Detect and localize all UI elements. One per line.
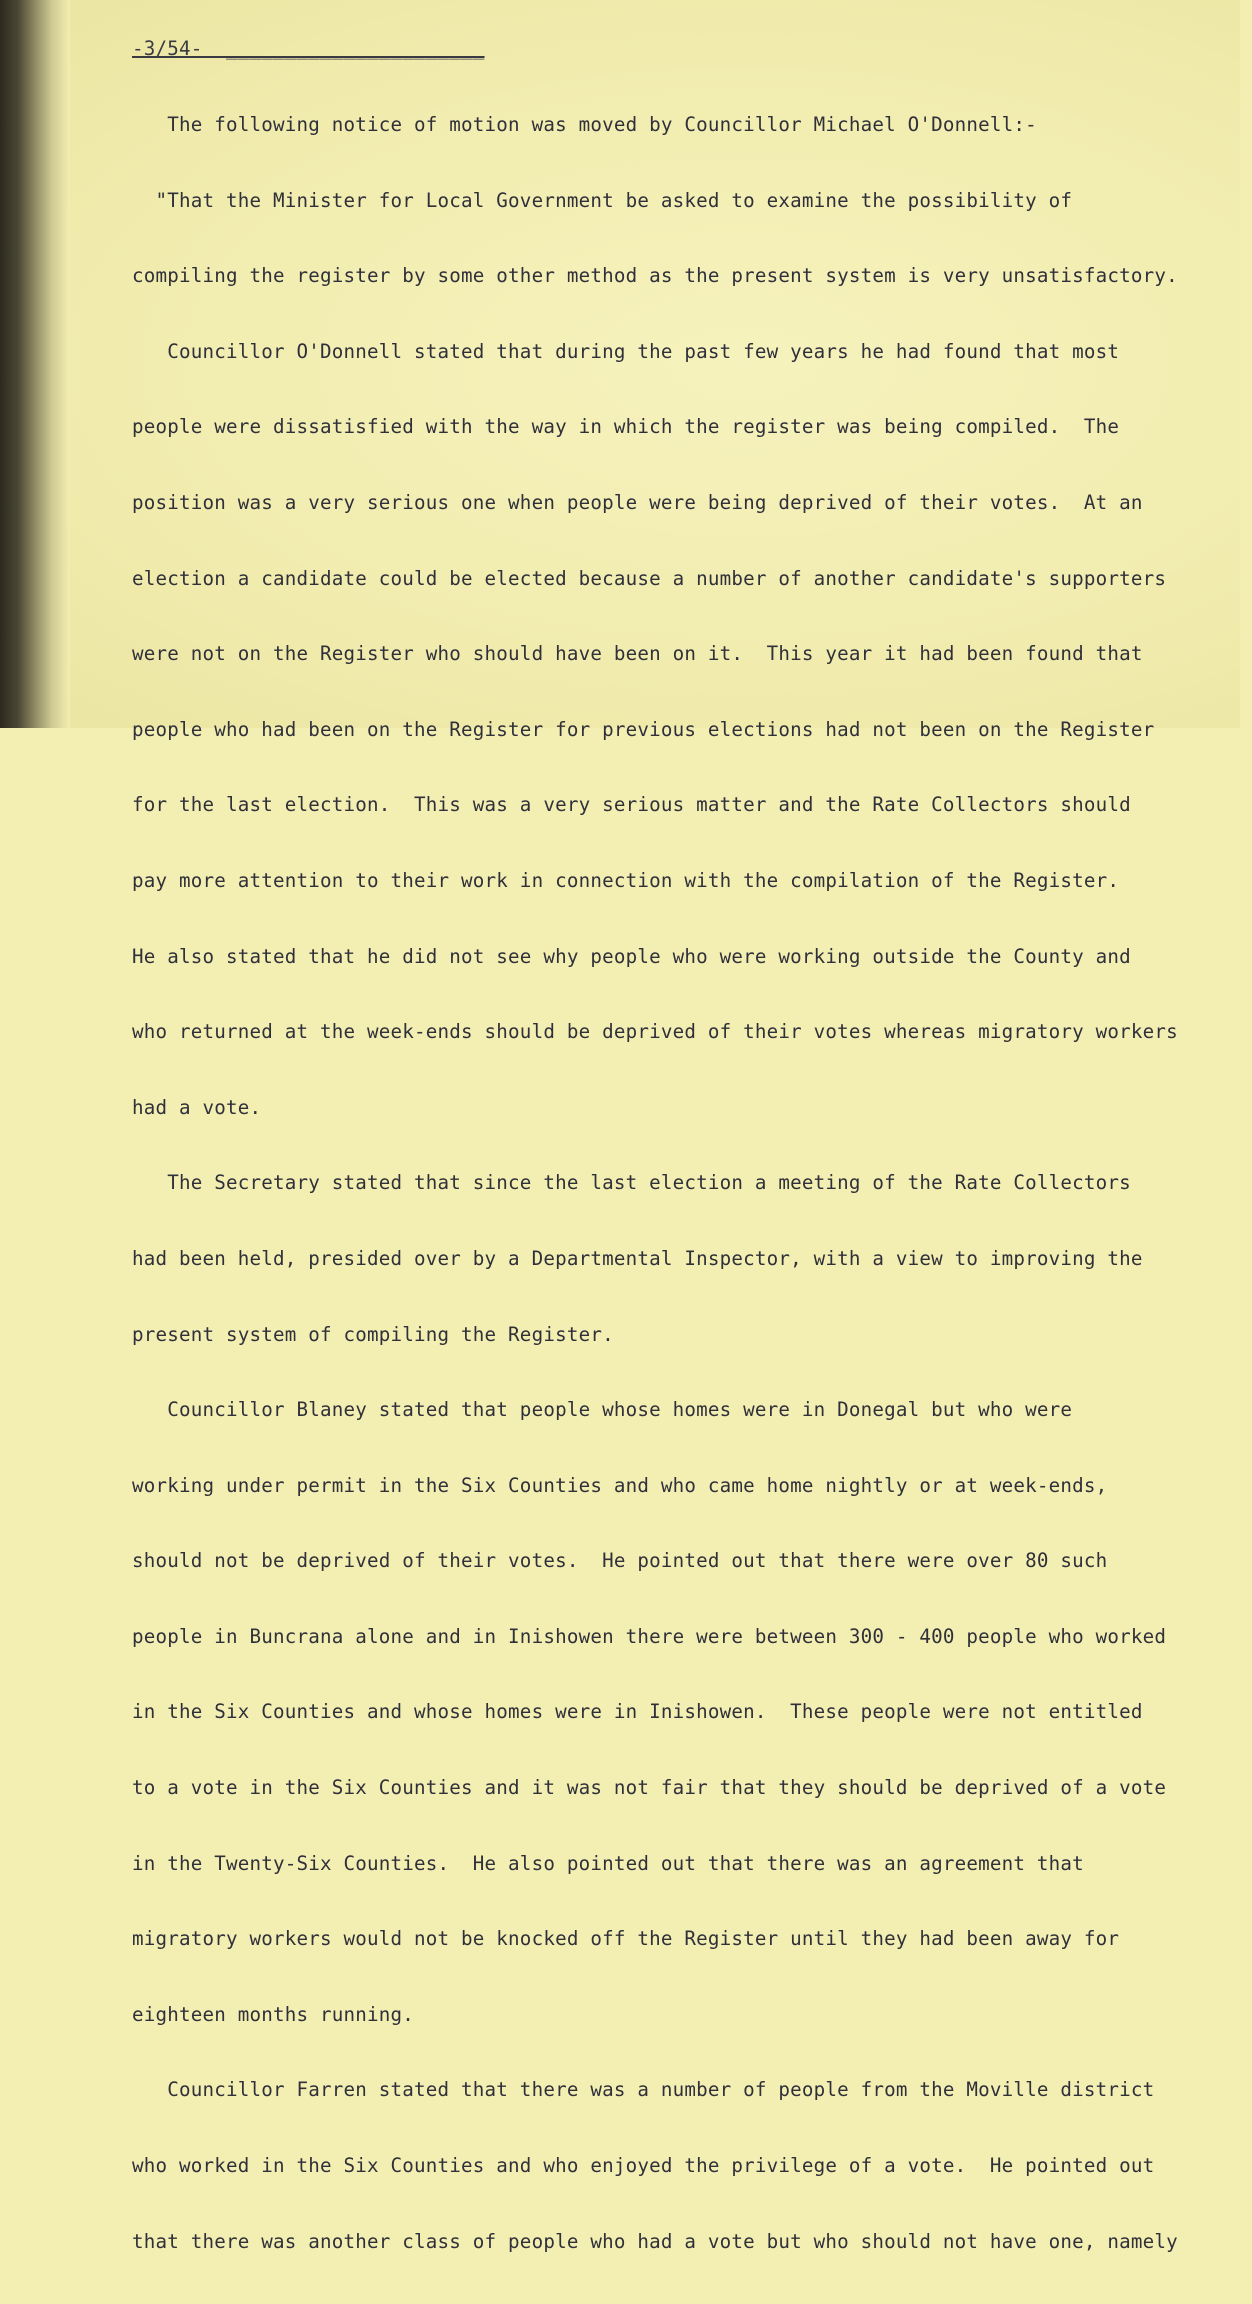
text-line: Councillor Blaney stated that people whose homes were in Donegal but who were (132, 1398, 1073, 1422)
text-line: Councillor Farren stated that there was a number of people from the Moville district (132, 2078, 1155, 2102)
text-line: had been held, presided over by a Departmental Inspector, with a view to improving the (132, 1246, 1143, 1270)
binding-shadow (0, 0, 70, 728)
text-line: election a candidate could be elected because a number of another candidate's supporters (132, 566, 1167, 590)
text-line: He also stated that he did not see why people who were working outside the County and (132, 944, 1131, 968)
text-line: were not on the Register who should have been on it. This year it had been found that (132, 642, 1143, 666)
text-line: The Secretary stated that since the last election a meeting of the Rate Collectors (132, 1171, 1131, 1195)
text-line: for the last election. This was a very serious matter and the Rate Collectors should (132, 793, 1131, 817)
text-line: people were dissatisfied with the way in which the register was being compiled. The (132, 415, 1120, 439)
text-line: that there was another class of people who had a vote but who should not have one, namely (132, 2229, 1178, 2253)
text-line: Councillor O'Donnell stated that during the past few years he had found that most (132, 339, 1120, 363)
text-line: had a vote. (132, 1095, 262, 1119)
text-line: in the Twenty-Six Counties. He also pointed out that there was an agreement that (132, 1851, 1084, 1875)
text-line: "That the Minister for Local Government be asked to examine the possibility of (132, 188, 1073, 212)
text-line: to a vote in the Six Counties and it was not fair that they should be deprived of a vote (132, 1776, 1167, 1800)
text-line: position was a very serious one when people were being deprived of their votes. At an (132, 490, 1143, 514)
header-line: -3/54- ______________________ (132, 37, 485, 61)
text-line: who returned at the week-ends should be deprived of their votes whereas migratory workers (132, 1020, 1178, 1044)
text-line: people in Buncrana alone and in Inishowen there were between 300 - 400 people who worked (132, 1624, 1167, 1648)
text-line: should not be deprived of their votes. He pointed out that there were over 80 such (132, 1549, 1108, 1573)
text-line: eighteen months running. (132, 2002, 415, 2026)
text-line: present system of compiling the Register. (132, 1322, 614, 1346)
text-line: in the Six Counties and whose homes were in Inishowen. These people were not entitled (132, 1700, 1143, 1724)
text-line: The following notice of motion was moved by Councillor Michael O'Donnell:- (132, 113, 1037, 136)
text-line: compiling the register by some other method as the present system is very unsatisfactory. (132, 264, 1178, 288)
text-line: working under permit in the Six Counties and who came home nightly or at week-ends, (132, 1473, 1108, 1497)
typed-text-block (132, 0, 1252, 2304)
text-line: pay more attention to their work in connection with the compilation of the Register. (132, 868, 1120, 892)
text-line: migratory workers would not be knocked off the Register until they had been away for (132, 1927, 1120, 1951)
text-line: who worked in the Six Counties and who enjoyed the privilege of a vote. He pointed out (132, 2154, 1155, 2178)
text-line: people who had been on the Register for previous elections had not been on the Register (132, 717, 1155, 741)
